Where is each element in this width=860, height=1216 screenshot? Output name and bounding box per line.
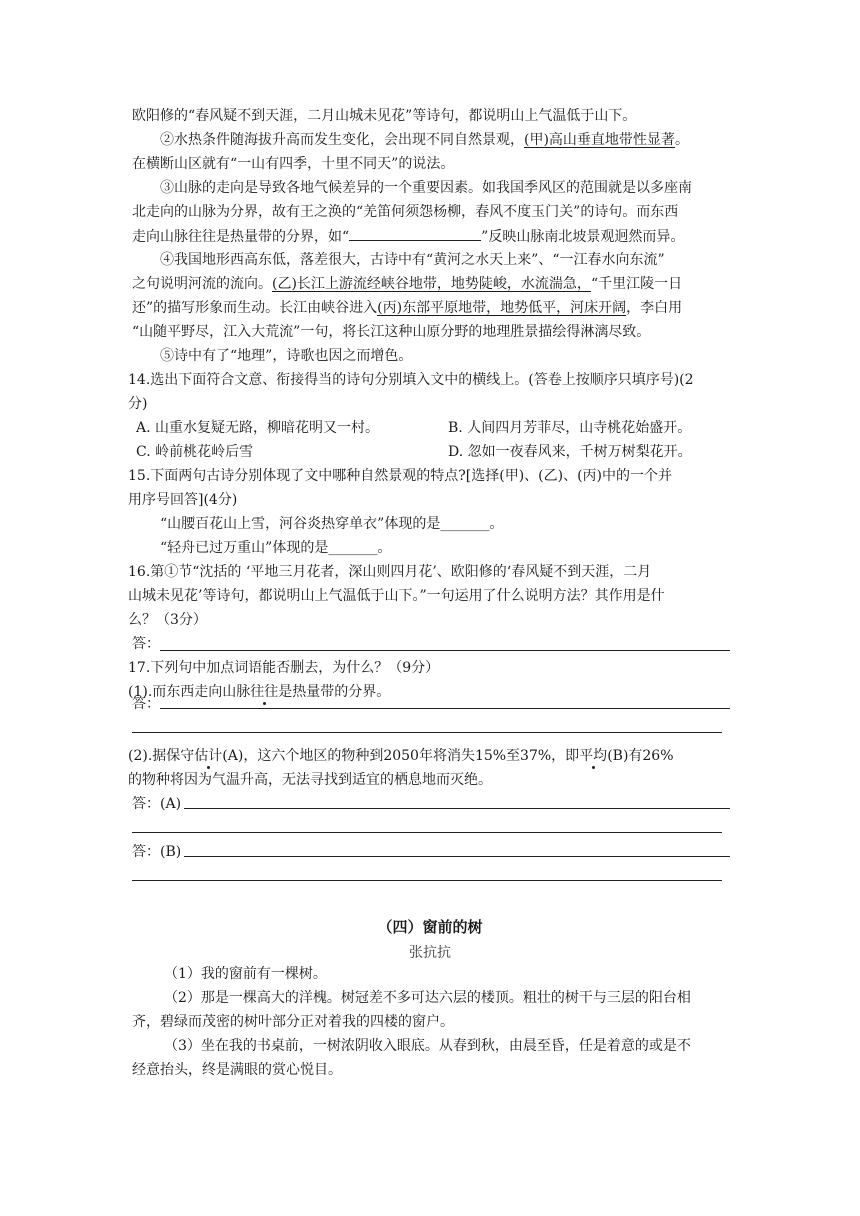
passage-line: 欧阳修的“春风疑不到天涯，二月山城未见花”等诗句，都说明山上气温低于山下。: [132, 108, 637, 124]
essay-paragraph-2: （2）那是一棵高大的洋槐。树冠差不多可达六层的楼顶。粗壮的树干与三层的阳台相: [164, 990, 691, 1006]
answer-line[interactable]: [132, 880, 722, 881]
passage-text: 走向山脉往往是热量带的分界，如“: [132, 229, 350, 245]
passage-paragraph-4: [132, 274, 682, 294]
passage-line: ④我国地形西高东低，落差很大，古诗中有“黄河之水天上来”、“一江春水向东流”: [160, 252, 665, 268]
answer-label: 答：: [132, 636, 160, 652]
sentence-text: (A)，这六个地区的物种到2050年将消失15%至37%，即: [222, 748, 580, 764]
passage-line: 北走向的山脉为分界，故有王之涣的“羌笛何须怨杨柳，春风不度玉门关”的诗句。而东西: [132, 204, 679, 220]
essay-paragraph-3: 经意抬头，终是满眼的赏心悦目。: [132, 1062, 342, 1078]
passage-text: 之句说明河流的流向。: [132, 276, 272, 292]
question-15-stem: 用序号回答](4分): [128, 492, 238, 508]
question-14-stem: 分): [128, 396, 148, 412]
answer-line[interactable]: [132, 832, 722, 833]
passage-text: ”反映山脉南北坡景观迥然而异。: [481, 229, 685, 245]
question-17-sentence-1: [128, 682, 390, 702]
underlined-phrase-jia: (甲)高山垂直地带性显著: [524, 132, 675, 148]
option-a: A. 山重水复疑无路，柳暗花明又一村。: [136, 420, 380, 436]
question-16-stem: 么？（3分）: [128, 612, 207, 628]
sentence-text: 是热量带的分界。: [278, 684, 391, 700]
answer-line[interactable]: [160, 708, 730, 709]
question-15-sentence-2: “轻舟已过万重山”体现的是_______。: [160, 540, 392, 556]
underlined-phrase-yi: (乙)长江上游流经峡谷地带，地势陡峻，水流湍急，: [272, 276, 591, 292]
passage-text: 还”的描写形象而生动。长江由峡谷进入: [132, 300, 378, 316]
sentence-text: (B)有26%: [607, 748, 674, 764]
passage-line-with-blank: [132, 226, 684, 247]
passage-line: ③山脉的走向是导致各地气候差异的一个重要因素。如我国季风区的范围就是以多座南: [160, 180, 692, 196]
passage-paragraph-2: [160, 130, 689, 150]
question-17-stem: 17.下列句中加点词语能否删去，为什么？（9分）: [128, 660, 440, 676]
dotted-word-guji: 估计: [194, 748, 223, 764]
passage-line: “山随平野尽，江入大荒流”一句，将长江这种山原分野的地理胜景描绘得淋漓尽致。: [132, 324, 651, 340]
sentence-text: (2).据保守: [128, 748, 195, 764]
section-title: （四）窗前的树: [377, 918, 483, 936]
question-16-stem: 16.第①节“沈括的 ‘平地三月花者，深山则四月花’、欧阳修的‘春风疑不到天涯，二月: [128, 564, 652, 580]
answer-line[interactable]: [184, 808, 730, 809]
answer-line[interactable]: [132, 732, 722, 733]
passage-paragraph-4: [132, 298, 682, 318]
passage-text: “千里江陵一日: [590, 276, 683, 292]
dotted-word-pingjun: 平均: [579, 748, 608, 764]
question-17-sentence-2: [128, 746, 674, 766]
question-16-stem: 山城未见花’等诗句，都说明山上气温低于山下。”一句运用了什么说明方法？其作用是什: [128, 588, 665, 604]
essay-paragraph-2: 齐，碧绿而茂密的树叶部分正对着我的四楼的窗户。: [132, 1014, 454, 1030]
essay-paragraph-1: （1）我的窗前有一棵树。: [164, 966, 327, 982]
option-d: D. 忽如一夜春风来，千树万树梨花开。: [448, 444, 692, 460]
question-14-stem: 14.选出下面符合文意、衔接得当的诗句分别填入文中的横线上。(答卷上按顺序只填序号)(2: [128, 372, 694, 388]
question-17-sentence-2: 的物种将因为气温升高，无法寻找到适宜的栖息地而灭绝。: [128, 772, 492, 788]
question-15-sentence-1: “山腰百花山上雪，河谷炎热穿单衣”体现的是_______。: [160, 516, 504, 532]
author-name: 张抗抗: [409, 945, 451, 961]
answer-label: 答：: [132, 696, 160, 712]
passage-text: ，李白用: [626, 300, 683, 316]
sentence-text: (1).而东西走向山脉: [128, 684, 251, 700]
passage-text: 。: [674, 132, 689, 148]
passage-line: 在横断山区就有“一山有四季，十里不同天”的说法。: [132, 156, 455, 172]
option-b: B. 人间四月芳菲尽，山寺桃花始盛开。: [448, 420, 692, 436]
passage-text: ②水热条件随海拔升高而发生变化，会出现不同自然景观，: [160, 132, 524, 148]
answer-line[interactable]: [160, 650, 730, 651]
dotted-word-wangwang: 往往: [250, 684, 279, 700]
underlined-phrase-bing: (丙)东部平原地带，地势低平，河床开阔: [377, 300, 627, 316]
answer-line[interactable]: [184, 856, 730, 857]
passage-line: ⑤诗中有了“地理”，诗歌也因之而增色。: [160, 348, 413, 364]
fill-in-blank[interactable]: [349, 226, 481, 241]
question-15-stem: 15.下面两句古诗分别体现了文中哪种自然景观的特点?[选择(甲)、(乙)、(丙)中的一个并: [128, 468, 673, 484]
answer-label-a: 答：(A): [132, 796, 182, 812]
essay-paragraph-3: （3）坐在我的书桌前，一树浓阴收入眼底。从春到秋，由晨至昏，任是着意的或是不: [164, 1038, 691, 1054]
answer-label-b: 答：(B): [132, 844, 182, 860]
option-c: C. 岭前桃花岭后雪: [136, 444, 254, 460]
